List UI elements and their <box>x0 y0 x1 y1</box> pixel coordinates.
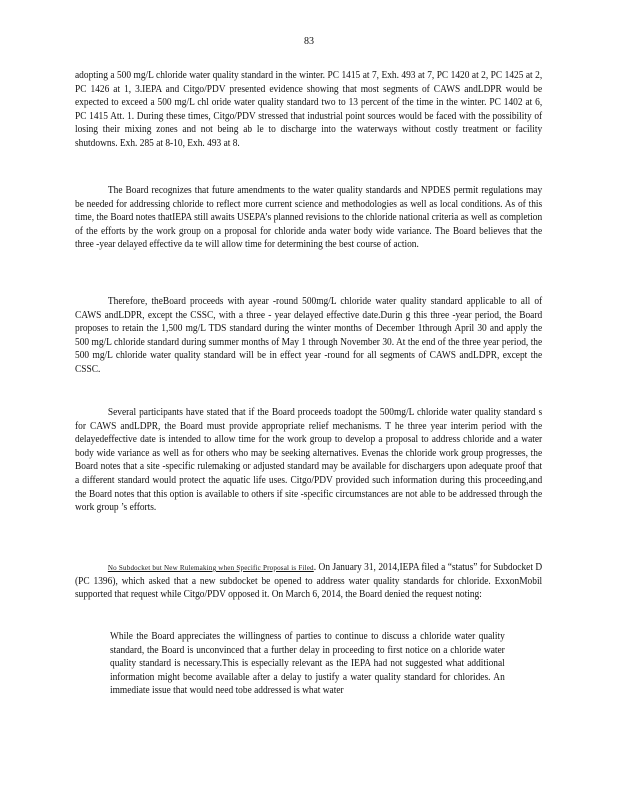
subdocket-heading: No Subdocket but New Rulemaking when Specific Proposal is Filed <box>107 563 314 572</box>
paragraph-relief-mechanisms: Several participants have stated that if the Board proceeds toadopt the 500mg/L chloride water quality standard s for CAWS andLDPR, the Board must provide appropriate relief mechanisms. T he three year interim period with the delayedeffective date is intended to allow time for the work group to develop a proposal to address chloride and a water body wide variance as well as for others who may be seeking alternatives. Evenas the chloride work group progresses, the Board notes that a site -specific rulemaking or adjusted standard may be available for dischargers upon adequate proof that a different standard would protect the aquatic life uses. Citgo/PDV provided such information during this proceeding,and the Board notes that this option is available to others if site -specific circumstances are not able to be addressed through the work group ’s efforts. <box>75 407 543 514</box>
paragraph-subdocket <box>75 561 542 602</box>
paragraph-board-proceeds: Therefore, theBoard proceeds with ayear -round 500mg/L chloride water quality standard applicable to all of CAWS andLDPR, except the CSSC, with a three - year delayed effective date.Durin g this three -year period, the Board proposes to retain the 1,500 mg/L TDS standard during the winter months of December 1through April 30 and apply the 500 mg/L chloride standard during summer months of May 1 through November 30. At the end of the three year period, the 500 mg/L chloride water quality standard will be in effect year -round for all segments of CAWS andLDPR, except the CSSC. <box>75 296 543 375</box>
page-number: 83 <box>304 36 314 47</box>
block-quote: While the Board appreciates the willingness of parties to continue to discuss a chloride water quality standard, the Board is unconvinced that a further delay in proceeding to first notice on a chloride water quality standard is necessary.This is especially relevant as the IEPA had not suggested what additional information might become available after a delay to justify a water quality standard for chlorides. An immediate issue that would need tobe addressed is what water <box>110 631 505 697</box>
paragraph-board-recognizes: The Board recognizes that future amendments to the water quality standards and NPDES permit regulations may be needed for addressing chloride to reflect more current science and methodologies as well as local conditions. As of this time, the Board notes thatIEPA still awaits USEPA’s planned revisions to the chloride national criteria as well as completion of the efforts by the work group on a proposal for chloride anda water body wide variance. The Board believes that the three -year delayed effective da te will allow time for determining the best course of action. <box>75 185 543 251</box>
paragraph-winter-standard: adopting a 500 mg/L chloride water quality standard in the winter. PC 1415 at 7, Exh. 493 at 7, PC 1420 at 2, PC 1425 at 2, PC 1426 at 1, 3.IEPA and Citgo/PDV presented evidence showing that most segments of CAWS andLDPR would be expected to exceed a 500 mg/L chl oride water quality standard two to 13 percent of the time in the winter. PC 1402 at 6, PC 1415 Att. 1. During these times, Citgo/PDV stressed that industrial point sources would be faced with the possibility of losing their mixing zones and not being ab le to discharge into the waterways without costly treatment or facility shutdowns. Exh. 285 at 8-10, Exh. 493 at 8. <box>75 70 543 149</box>
subdocket-text: . On January 31, 2014,IEPA filed a “status” for Subdocket D (PC 1396), which asked that a new subdocket be opened to address water quality standards for chloride. ExxonMobil supported that request while Citgo/PDV opposed it. On March 6, 2014, the Board denied the request noting: <box>75 562 543 601</box>
